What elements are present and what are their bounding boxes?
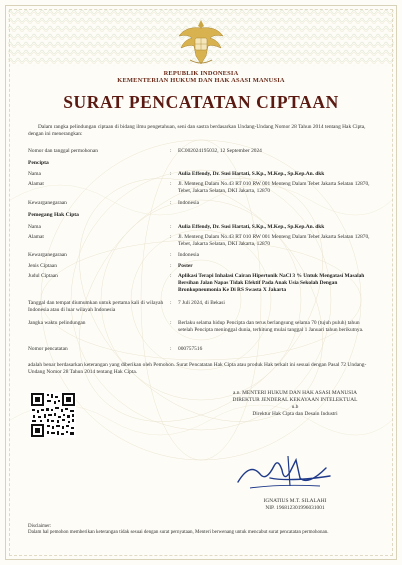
work-title-label: Judul Ciptaan xyxy=(28,273,58,279)
holder-name-label: Nama xyxy=(28,224,41,230)
creator-citizenship-label: Kewarganegaraan xyxy=(28,200,67,206)
holder-citizenship-label: Kewarganegaraan xyxy=(28,252,67,258)
creator-name-label: Nama xyxy=(28,171,41,177)
creator-address-value: Jl. Menteng Dalam No.43 RT 010 RW 001 Menteng Dalam Tebet Jakarta Selatan 12870, Tebet, Jakarta Selatan, DKI Jakarta, 12870 xyxy=(178,181,370,194)
colon: : xyxy=(170,224,172,230)
holder-name-value: Aulia Effendy, Dr. Susi Hartati, S.Kp., M.Kep., Sp.Kep.An. dkk xyxy=(178,224,325,230)
work-record-value: 000757516 xyxy=(178,346,203,352)
holder-address-label: Alamat xyxy=(28,234,44,240)
work-title-value: Aplikasi Terapi Inhalasi Cairan Hipertonik NaCl 3 % Untuk Mengatasi Masalah Bersihan Jalan Napas Tidak Efektif Pada Anak Usia Sekolah Dengan Bronkopneumonia Ke Di RS Swasta X Jakarta xyxy=(178,273,365,293)
work-date-label: Tanggal dan tempat diumumkan untuk pertama kali di wilayah Indonesia atau di luar wilayah Indonesia xyxy=(28,300,164,313)
closing-text: adalah benar berdasarkan keterangan yang diberikan oleh Pemohon. Surat Pencatatan Hak Cipta atau produk Hak terkait ini sesuai dengan Pasal 72 Undang-Undang Nomor 28 Tahun 2014 tentang Hak Cipta. xyxy=(28,362,367,376)
creator-address-label: Alamat xyxy=(28,181,44,187)
header-ministry: KEMENTERIAN HUKUM DAN HAK ASASI MANUSIA xyxy=(117,77,285,84)
colon: : xyxy=(170,300,172,306)
page-title: SURAT PENCATATAN CIPTAAN xyxy=(63,92,339,112)
colon: : xyxy=(170,148,172,154)
colon: : xyxy=(170,263,172,269)
work-type-label: Jenis Ciptaan xyxy=(28,263,57,269)
application-label: Nomor dan tanggal permohonan xyxy=(28,148,98,154)
holder-section-title: Pemegang Hak Cipta xyxy=(28,212,79,218)
handwritten-signature xyxy=(230,452,340,494)
colon: : xyxy=(170,273,172,279)
qr-code-icon[interactable] xyxy=(30,392,76,438)
colon: : xyxy=(170,346,172,352)
holder-citizenship-value: Indonesia xyxy=(178,252,199,258)
garuda-emblem-icon xyxy=(176,16,226,68)
work-type-value: Poster xyxy=(178,263,193,269)
signatory-name: IGNATIUS M.T. SILALAHI xyxy=(263,498,327,504)
disclaimer-text: Dalam hal pemohon memberikan keterangan tidak sesuai dengan surat pernyataan, Menteri berwenang untuk mencabut surat pencatatan permohonan. xyxy=(28,530,329,536)
work-record-label: Nomor pencatatan xyxy=(28,346,68,352)
application-value: EC002024195032, 12 September 2024 xyxy=(178,148,262,154)
header-country: REPUBLIK INDONESIA xyxy=(163,70,239,77)
disclaimer xyxy=(28,524,378,537)
colon: : xyxy=(170,234,172,240)
creator-section-title: Pencipta xyxy=(28,160,49,166)
colon: : xyxy=(170,181,172,187)
creator-citizenship-value: Indonesia xyxy=(178,200,199,206)
colon: : xyxy=(170,171,172,177)
signatory-line2: DIREKTUR JENDERAL KEKAYAAN INTELEKTUAL xyxy=(232,397,358,403)
holder-address-value: Jl. Menteng Dalam No.43 RT 010 RW 001 Menteng Dalam Tebet Jakarta Selatan 12870, Tebet, Jakarta Selatan, DKI Jakarta, 12870 xyxy=(178,234,370,247)
colon: : xyxy=(170,252,172,258)
signatory-nip: NIP. 196812301996031001 xyxy=(265,505,325,511)
colon: : xyxy=(170,320,172,326)
signatory-line1: a.n. MENTERI HUKUM DAN HAK ASASI MANUSIA xyxy=(233,390,357,396)
signatory-line4: Direktur Hak Cipta dan Desain Industri xyxy=(252,411,338,417)
colon: : xyxy=(170,200,172,206)
work-period-value: Berlaku selama hidup Pencipta dan terus berlangsung selama 70 (tujuh puluh) tahun setelah Pencipta meninggal dunia, terhitung mulai tanggal 1 Januari tahun berikutnya. xyxy=(178,320,364,333)
intro-text: Dalam rangka pelindungan ciptaan di bidang ilmu pengetahuan, seni dan sastra berdasarkan Undang-Undang Nomor 28 Tahun 2014 tentang Hak Cipta, dengan ini menerangkan: xyxy=(28,124,366,138)
signatory-line3: u.b xyxy=(291,404,299,410)
creator-name-value: Aulia Effendy, Dr. Susi Hartati, S.Kp., M.Kep., Sp.Kep.An. dkk xyxy=(178,171,325,177)
work-period-label: Jangka waktu pelindungan xyxy=(28,320,86,326)
work-date-value: 7 Juli 2024, di Bekasi xyxy=(178,300,225,306)
disclaimer-title: Disclaimer: xyxy=(28,524,52,529)
